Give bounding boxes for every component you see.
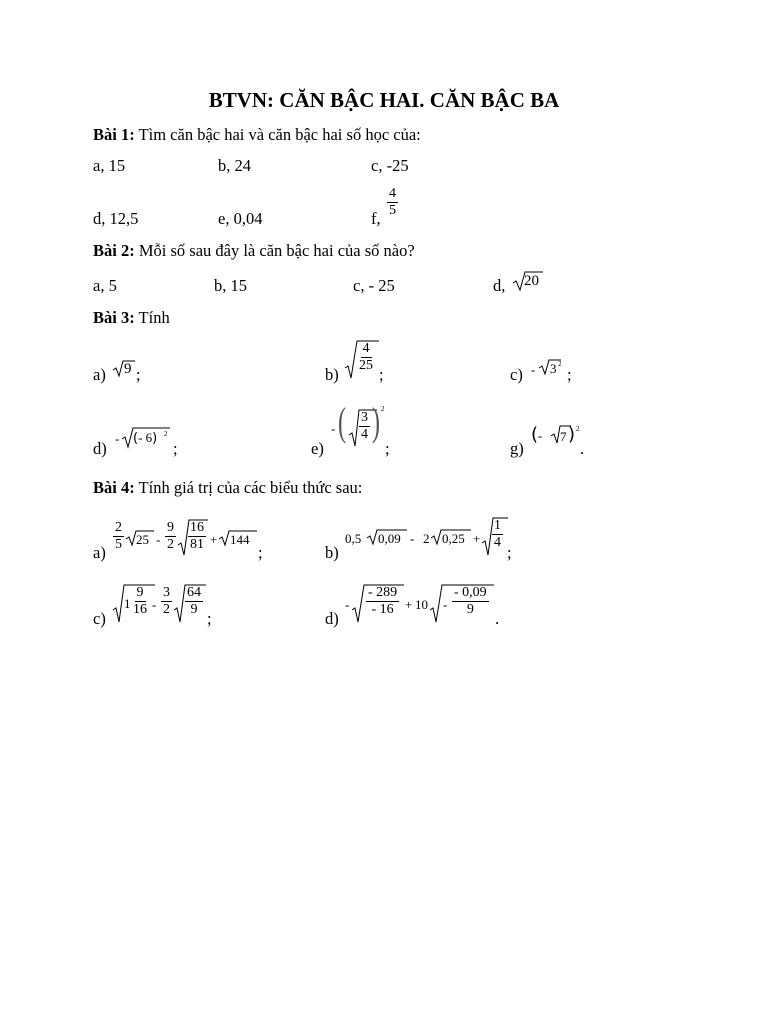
bai1-item-f: f, xyxy=(371,209,381,228)
bai4-b-c2: 2 xyxy=(423,531,430,546)
right-paren-icon: ) xyxy=(372,399,380,444)
bai4-d-r2 xyxy=(452,586,489,617)
bai2-item-a: a, 5 xyxy=(93,276,117,295)
bai3-d-expression: (- 6) xyxy=(133,430,158,446)
bai4-a-r1: 25 xyxy=(136,532,149,547)
fraction-numerator: 9 xyxy=(167,520,174,535)
bai4-b-r3 xyxy=(492,519,503,550)
bai4-b-c1: 0,5 xyxy=(345,531,362,546)
fraction-numerator: 4 xyxy=(389,186,396,201)
exponent: 2 xyxy=(558,360,562,368)
bai4-a-r2 xyxy=(188,521,206,552)
bai4-c-coef2 xyxy=(161,586,172,617)
bai2-d-radicand: 20 xyxy=(524,273,539,289)
exponent: 2 xyxy=(576,425,580,433)
minus-sign: - xyxy=(443,597,448,612)
bai4-heading xyxy=(93,478,362,498)
fraction-denominator: 4 xyxy=(494,535,501,550)
fraction-numerator: 16 xyxy=(190,520,204,535)
bai4-a-r3: 144 xyxy=(230,532,250,547)
fraction-denominator: 25 xyxy=(359,358,373,373)
bai4-c-r1 xyxy=(131,586,149,617)
minus-sign: - xyxy=(531,362,536,377)
bai3-text: Tính xyxy=(134,308,170,327)
bai3-e-fraction xyxy=(359,411,370,442)
bai4-b-r1: 0,09 xyxy=(378,531,401,546)
left-paren-icon: ( xyxy=(338,399,346,444)
bai4-a-coef1 xyxy=(113,521,124,552)
minus-sign: - xyxy=(345,597,350,612)
semicolon: ; xyxy=(258,543,263,562)
bai4-text: Tính giá trị của các biểu thức sau: xyxy=(134,478,363,497)
minus-sign: - xyxy=(331,421,336,436)
bai3-label-b: b) xyxy=(325,365,339,384)
semicolon: ; xyxy=(207,609,212,628)
bai3-label-g: g) xyxy=(510,439,524,458)
fraction-numerator: 4 xyxy=(362,341,370,356)
bai3-b-fraction xyxy=(357,342,375,373)
bai4-label: Bài 4: xyxy=(93,478,135,497)
bai3-heading xyxy=(93,308,170,328)
operator-plus: + xyxy=(473,531,481,546)
bai4-d-r1 xyxy=(366,586,399,617)
semicolon: ; xyxy=(567,365,572,384)
bai3-d-inner: - 6 xyxy=(138,430,153,445)
bai4-label-c: c) xyxy=(93,609,106,628)
operator-minus: - xyxy=(410,531,415,546)
fraction-denominator: 5 xyxy=(115,537,122,552)
fraction-numerator: 9 xyxy=(136,585,144,600)
bai4-label-d: d) xyxy=(325,609,339,628)
bai3-label-c: c) xyxy=(510,365,523,384)
operator-plus: + xyxy=(405,597,413,612)
bai1-f-fraction xyxy=(387,187,398,218)
fraction-denominator: 2 xyxy=(167,537,174,552)
fraction-denominator: - 16 xyxy=(371,602,394,617)
period: . xyxy=(495,609,500,628)
bai2-item-c: c, - 25 xyxy=(353,276,395,295)
bai4-label-a: a) xyxy=(93,543,106,562)
semicolon: ; xyxy=(173,439,178,458)
minus-sign: - xyxy=(538,428,543,443)
operator-minus: - xyxy=(156,532,161,547)
exponent: 2 xyxy=(164,430,168,438)
bai3-g-expression: (- xyxy=(531,424,543,445)
fraction-numerator: - 289 xyxy=(368,585,398,600)
bai3-g-radicand: 7 xyxy=(560,429,567,444)
bai3-label-e: e) xyxy=(311,439,324,458)
bai2-item-b: b, 15 xyxy=(214,276,247,295)
fraction-denominator: 5 xyxy=(389,203,396,218)
semicolon: ; xyxy=(385,439,390,458)
bai1-heading xyxy=(93,125,421,145)
fraction-denominator: 9 xyxy=(190,602,198,617)
bai2-item-d: d, xyxy=(493,276,506,295)
minus-sign: - xyxy=(115,431,120,446)
exponent: 2 xyxy=(381,405,385,413)
bai3-label: Bài 3: xyxy=(93,308,135,327)
bai4-d-c2: 10 xyxy=(415,597,428,612)
semicolon: ; xyxy=(507,543,512,562)
semicolon: ; xyxy=(136,365,141,384)
operator-minus: - xyxy=(152,597,157,612)
page-title: BTVN: CĂN BẬC HAI. CĂN BẬC BA xyxy=(208,88,560,112)
bai2-text: Mỗi số sau đây là căn bậc hai của số nào? xyxy=(134,241,415,260)
period: . xyxy=(580,439,585,458)
fraction-numerator: 1 xyxy=(494,518,501,533)
fraction-numerator: 3 xyxy=(361,410,368,425)
fraction-denominator: 4 xyxy=(361,427,368,442)
bai1-item-d: d, 12,5 xyxy=(93,209,139,228)
semicolon: ; xyxy=(379,365,384,384)
bai2-label: Bài 2: xyxy=(93,241,135,260)
fraction-denominator: 16 xyxy=(133,602,147,617)
bai1-item-c: c, -25 xyxy=(371,156,409,175)
bai4-b-r2: 0,25 xyxy=(442,531,465,546)
fraction-numerator: 2 xyxy=(115,520,122,535)
operator-plus: + xyxy=(210,532,218,547)
fraction-denominator: 2 xyxy=(163,602,170,617)
bai3-c-base: 3 xyxy=(550,361,557,376)
bai4-c-r2 xyxy=(185,586,203,617)
bai1-item-e: e, 0,04 xyxy=(218,209,263,228)
fraction-numerator: 64 xyxy=(187,585,201,600)
bai1-label: Bài 1: xyxy=(93,125,135,144)
fraction-numerator: 3 xyxy=(163,585,170,600)
bai1-text: Tìm căn bậc hai và căn bậc hai số học của: xyxy=(134,125,421,144)
bai4-a-coef2 xyxy=(165,521,176,552)
bai3-a-radicand: 9 xyxy=(124,361,132,377)
fraction-denominator: 9 xyxy=(466,602,474,617)
bai4-c-whole: 1 xyxy=(124,596,131,611)
bai1-item-b: b, 24 xyxy=(218,156,251,175)
fraction-denominator: 81 xyxy=(190,537,204,552)
bai4-label-b: b) xyxy=(325,543,339,562)
bai3-label-a: a) xyxy=(93,365,106,384)
bai1-item-a: a, 15 xyxy=(93,156,126,175)
bai2-heading xyxy=(93,241,415,261)
right-paren-icon: ) xyxy=(568,424,576,445)
bai3-label-d: d) xyxy=(93,439,107,458)
fraction-numerator: - 0,09 xyxy=(454,585,487,600)
